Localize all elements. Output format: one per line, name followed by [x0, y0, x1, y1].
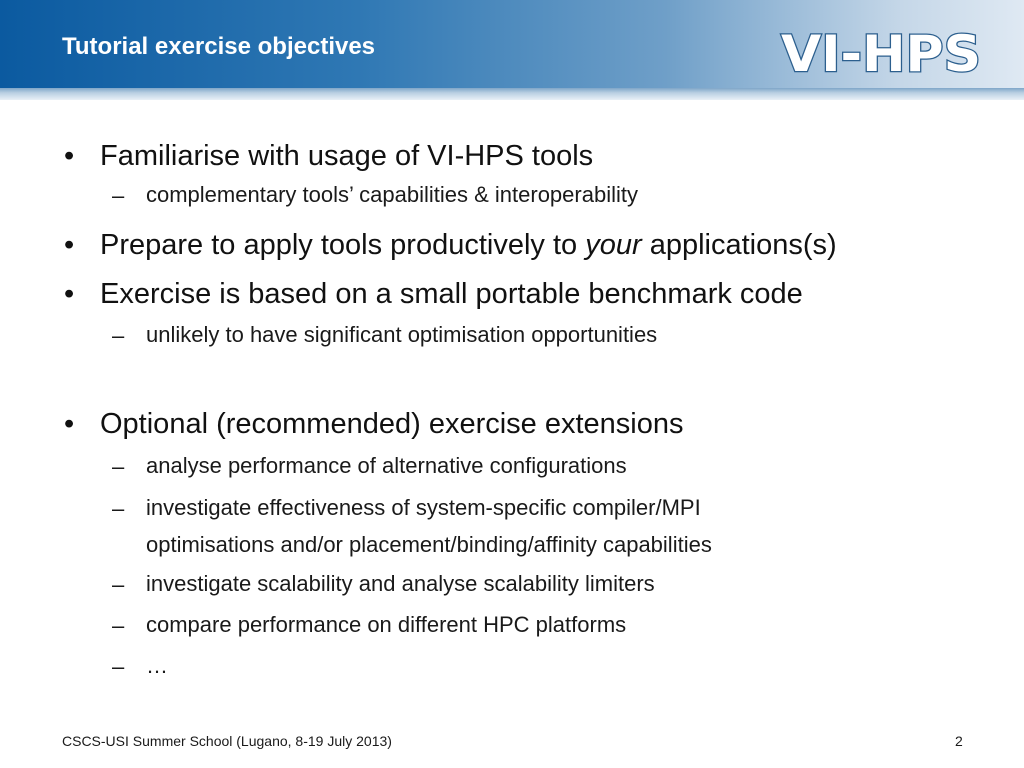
sub-bullet-mark: – — [112, 572, 125, 597]
footer-event: CSCS-USI Summer School (Lugano, 8-19 July 2013) — [62, 733, 392, 749]
bullet-text: Optional (recommended) exercise extensions — [100, 408, 684, 440]
bullet-text: Exercise is based on a small portable benchmark code — [100, 278, 803, 310]
sub-bullet-mark: – — [112, 323, 125, 348]
vi-hps-logo-text: VI-HPS — [781, 25, 981, 82]
bullet-mark: • — [64, 140, 75, 172]
bullet-mark: • — [64, 408, 75, 440]
sub-bullet-mark: – — [112, 613, 125, 638]
sub-bullet-text: optimisations and/or placement/binding/affinity capabilities — [146, 532, 712, 557]
sub-bullet-mark: – — [112, 654, 125, 679]
bullet-text: Familiarise with usage of VI-HPS tools — [100, 140, 594, 172]
bullet-text — [100, 229, 837, 262]
emphasis-text: your — [585, 229, 642, 261]
page-number: 2 — [955, 733, 963, 749]
sub-bullet-mark: – — [112, 183, 125, 208]
sub-bullet-text: investigate effectiveness of system-specific compiler/MPI — [146, 495, 701, 520]
sub-bullet-text: analyse performance of alternative configurations — [146, 453, 627, 478]
sub-bullet-text: unlikely to have significant optimisation opportunities — [146, 322, 658, 347]
bullet-text-part: Prepare to apply tools productively to — [100, 229, 586, 261]
sub-bullet-text: investigate scalability and analyse scalability limiters — [146, 571, 655, 596]
sub-bullet-text: complementary tools’ capabilities & interoperability — [146, 182, 638, 207]
sub-bullet-mark: – — [112, 496, 125, 521]
sub-bullet-mark: – — [112, 454, 125, 479]
bullet-mark: • — [64, 278, 75, 310]
sub-bullet-text: compare performance on different HPC platforms — [146, 612, 627, 637]
sub-bullet-text: … — [146, 653, 168, 678]
slide-title: Tutorial exercise objectives — [62, 33, 376, 60]
bullet-text-part: applications(s) — [641, 229, 837, 261]
bullet-mark: • — [64, 229, 75, 261]
